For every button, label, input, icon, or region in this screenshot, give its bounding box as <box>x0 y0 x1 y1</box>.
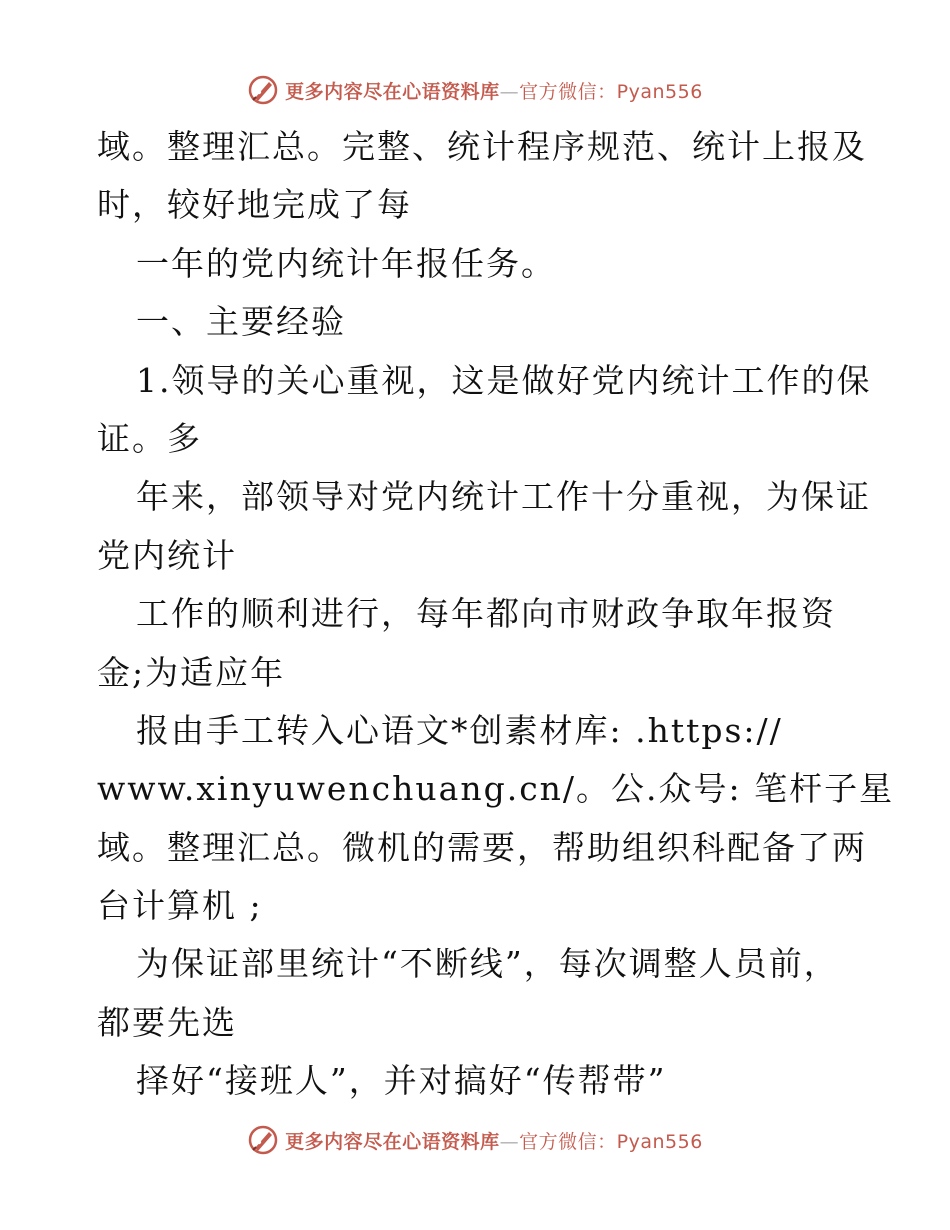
quill-logo-icon <box>247 74 279 106</box>
text-line: 年来，部领导对党内统计工作十分重视，为保证 <box>136 477 871 517</box>
header-banner <box>0 70 950 110</box>
text-line: www.xinyuwenchuang.cn/。公.众号: 笔杆子星 <box>97 769 895 809</box>
text-line: 都要先选 <box>97 1002 237 1042</box>
quill-logo-icon <box>247 1124 279 1156</box>
text-line: 域。整理汇总。完整、统计程序规范、统计上报及 <box>97 127 867 166</box>
document-body <box>97 118 895 1111</box>
text-line: 为保证部里统计“不断线”，每次调整人员前， <box>136 944 839 984</box>
text-line: 证。多 <box>97 418 202 458</box>
footer-banner <box>0 1120 950 1160</box>
text-line: 一年的党内统计年报任务。 <box>136 243 556 283</box>
banner-wechat-text: 官方微信：Pyan556 <box>519 1130 703 1153</box>
text-line: 金;为适应年 <box>97 652 286 692</box>
banner-main-text: 更多内容尽在心语资料库 <box>285 80 500 103</box>
text-line: 工作的顺利进行，每年都向市财政争取年报资 <box>136 594 836 634</box>
text-line: 报由手工转入心语文*创素材库: .https:// <box>136 710 783 750</box>
text-line: 党内统计 <box>97 535 237 575</box>
text-line: 台计算机 ; <box>97 886 263 926</box>
banner-dash: — <box>499 80 520 103</box>
banner-text <box>285 77 703 104</box>
text-line: 时，较好地完成了每 <box>97 185 412 225</box>
text-line: 1.领导的关心重视，这是做好党内统计工作的保 <box>136 360 872 400</box>
text-line: 域。整理汇总。微机的需要，帮助组织科配备了两 <box>97 827 867 867</box>
text-line: 择好“接班人”，并对搞好“传帮带” <box>136 1061 667 1101</box>
banner-wechat-text: 官方微信：Pyan556 <box>519 80 703 103</box>
banner-dash: — <box>499 1130 520 1153</box>
text-line: 一、主要经验 <box>136 302 346 342</box>
banner-main-text: 更多内容尽在心语资料库 <box>285 1130 500 1153</box>
banner-text <box>285 1127 703 1154</box>
